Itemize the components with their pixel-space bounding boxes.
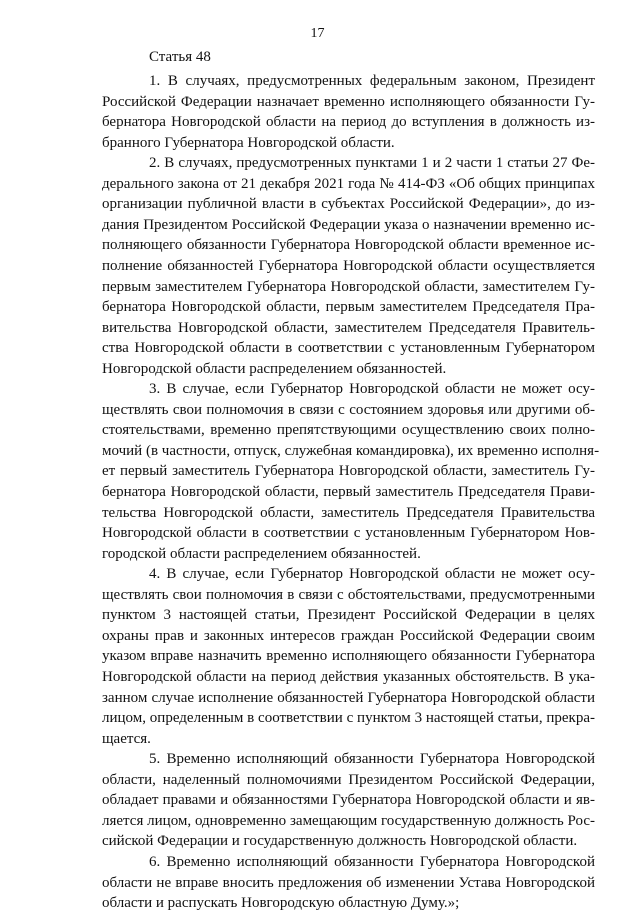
text-line: полнение обязанностей Губернатора Новгородской области осуществляется bbox=[102, 258, 595, 274]
text-line: указом вправе назначить временно исполняющего обязанности Губернатора bbox=[102, 648, 595, 665]
article-title: Статья 48 bbox=[149, 49, 211, 65]
paragraph-first-line: 3. В случае, если Губернатор Новгородской области не может осу- bbox=[149, 381, 595, 398]
text-line: тельства Новгородской области, заместитель Председателя Правительства bbox=[102, 504, 595, 521]
text-line: области не вправе вносить предложения об изменении Устава Новгородской bbox=[102, 874, 595, 891]
text-line: области и распускать Новгородскую областную Думу.»; bbox=[102, 895, 460, 911]
text-line: стоятельствами, временно препятствующими осуществлению своих полно- bbox=[102, 422, 595, 439]
paragraph-first-line: 5. Временно исполняющий обязанности Губернатора Новгородской bbox=[149, 751, 595, 768]
paragraph-first-line: 1. В случаях, предусмотренных федеральным законом, Президент bbox=[149, 73, 595, 89]
text-line: обладает правами и обязанностями Губернатора Новгородской области и яв- bbox=[102, 792, 595, 809]
text-line: ства Новгородской области в соответствии с установленным Губернатором bbox=[102, 340, 595, 357]
text-line: Новгородской области на период действия указанных обстоятельств. В ука- bbox=[102, 669, 595, 685]
text-line: мочий (в частности, отпуск, служебная командировка), их временно исполня- bbox=[102, 442, 600, 459]
text-line: вительства Новгородской области, заместителем Председателя Правитель- bbox=[102, 319, 595, 336]
text-line: пунктом 3 настоящей статьи, Президент Российской Федерации в целях bbox=[102, 607, 595, 624]
text-line: ществлять свои полномочия в связи с состоянием здоровья или другими об- bbox=[102, 401, 595, 418]
text-line: первым заместителем Губернатора Новгородской области, заместителем Гу- bbox=[102, 278, 595, 295]
paragraph-first-line: 4. В случае, если Губернатор Новгородской области не может осу- bbox=[149, 566, 595, 583]
text-line: щается. bbox=[102, 730, 151, 747]
text-line: ществлять свои полномочия в связи с обстоятельствами, предусмотренными bbox=[102, 586, 595, 603]
text-line: Новгородской области в соответствии с установленным Губернатором Нов- bbox=[102, 525, 595, 542]
text-line: бернатора Новгородской области, первый заместитель Председателя Прави- bbox=[102, 484, 595, 500]
text-line: охраны прав и законных интересов граждан Российской Федерации своим bbox=[102, 627, 595, 644]
paragraph-first-line: 2. В случаях, предусмотренных пунктами 1 и 2 части 1 статьи 27 Фе- bbox=[149, 155, 595, 172]
text-line: лицом, определенным в соответствии с пунктом 3 настоящей статьи, прекра- bbox=[102, 710, 595, 727]
text-line: городской области распределением обязанностей. bbox=[102, 545, 421, 562]
text-line: бранного Губернатора Новгородской области. bbox=[102, 134, 395, 151]
page-number: 17 bbox=[310, 26, 325, 41]
text-line: бернатора Новгородской области, первым заместителем Председателя Пра- bbox=[102, 299, 595, 316]
paragraph-first-line: 6. Временно исполняющий обязанности Губернатора Новгородской bbox=[149, 853, 595, 870]
text-line: ляется лицом, одновременно замещающим государственную должность Рос- bbox=[102, 812, 595, 829]
text-line: дерального закона от 21 декабря 2021 года № 414-ФЗ «Об общих принципах bbox=[102, 175, 595, 192]
text-line: ет первый заместитель Губернатора Новгородской области, заместитель Гу- bbox=[102, 463, 595, 480]
text-line: бернатора Новгородской области на период до вступления в должность из- bbox=[102, 114, 595, 131]
text-line: Новгородской области распределением обязанностей. bbox=[102, 360, 447, 377]
text-line: занном случае исполнение обязанностей Губернатора Новгородской области bbox=[102, 689, 595, 706]
text-line: Российской Федерации назначает временно исполняющего обязанности Гу- bbox=[102, 93, 595, 110]
text-line: области, наделенный полномочиями Президентом Российской Федерации, bbox=[102, 771, 595, 788]
text-line: дания Президентом Российской Федерации указа о назначении временно ис- bbox=[102, 216, 595, 233]
text-line: полняющего обязанности Губернатора Новгородской области временное ис- bbox=[102, 237, 595, 254]
text-line: сийской Федерации и государственную должность Новгородской области. bbox=[102, 833, 578, 850]
text-line: организации публичной власти в субъектах Российской Федерации», до из- bbox=[102, 196, 595, 213]
